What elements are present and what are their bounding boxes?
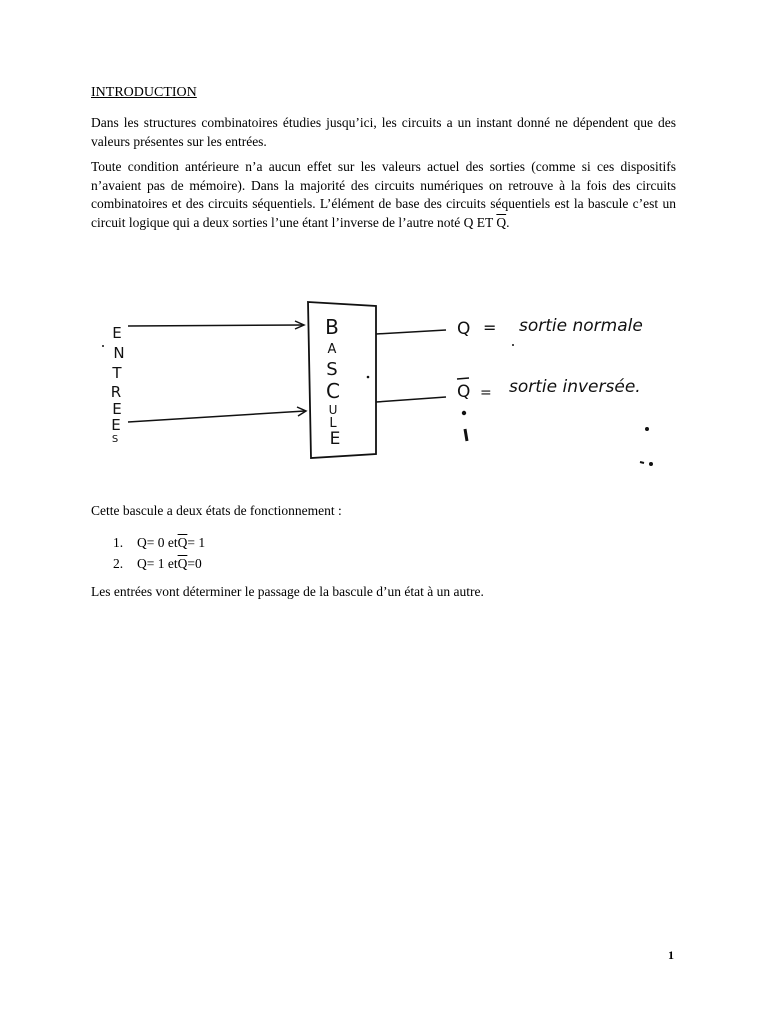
state-pre: Q= 1 et (137, 556, 178, 571)
input-letter: E (112, 400, 122, 418)
input-label (111, 324, 125, 445)
block-letter: E (329, 429, 341, 449)
output-q-label (457, 316, 643, 339)
stray-dot (512, 344, 514, 346)
qbar-equals: = (480, 385, 492, 401)
output-lines (376, 330, 446, 402)
paragraph-end: . (506, 214, 510, 230)
qbar-overline (457, 378, 469, 379)
output-line-q (376, 330, 446, 334)
input-letter: N (113, 344, 125, 362)
block-letter: B (325, 315, 339, 339)
input-lines (102, 321, 306, 422)
output-line-qbar (376, 397, 446, 402)
output-qbar-label (457, 377, 641, 402)
q-bar-symbol: $\overline{Q}$ (496, 214, 507, 230)
state-post: =0 (187, 556, 202, 571)
stray-marks (463, 412, 652, 465)
bascule-block (308, 302, 376, 458)
state-post: = 1 (187, 535, 206, 550)
q-bar-symbol: $\overline{Q}$ (177, 556, 188, 571)
paragraph-combinatoires: Dans les structures combinatoires étudies jusqu’ici, les circuits a un instant donné ne dépendent que des valeurs présentes sur les entrées. (91, 115, 676, 149)
qbar-symbol: Q (457, 382, 471, 402)
input-line-top (128, 325, 303, 326)
list-number: 2. (113, 556, 124, 571)
input-letter: E (111, 416, 121, 434)
q-symbol: Q (457, 319, 471, 339)
input-letter: T (112, 364, 122, 382)
q-equals: = (483, 318, 497, 337)
block-letter: U (328, 403, 338, 417)
block-label (325, 315, 340, 449)
state-pre: Q= 0 et (137, 535, 178, 550)
page-number: 1 (668, 948, 674, 962)
q-bar-symbol: $\overline{Q}$ (177, 535, 188, 550)
list-item (113, 532, 205, 553)
state-list (113, 532, 205, 574)
section-heading: INTRODUCTION (91, 85, 197, 100)
input-letter: S (111, 434, 119, 445)
paragraph-text: Toute condition antérieure n’a aucun effet sur les valeurs actuel des sorties (comme si ces dispositifs n’avaient pas de mémoire). Dans la majorité des circuits numériques on retrouve à la fois des circuits combinatoires et des circuits séquentiels. L’élément de base des circuits séquentiels est la bascule c’est un circuit logique qui a deux sorties l’une étant l’inverse de l’autre noté Q ET (91, 159, 676, 230)
input-line-bottom (128, 411, 305, 422)
states-intro: Cette bascule a deux états de fonctionnement : (91, 503, 342, 518)
block-letter: A (327, 342, 337, 357)
bascule-diagram (95, 296, 685, 476)
qbar-description: sortie inversée. (509, 377, 641, 397)
block-dot (367, 376, 370, 379)
input-letter: R (110, 383, 122, 401)
closing-paragraph: Les entrées vont déterminer le passage de la bascule d’un état à un autre. (91, 584, 484, 599)
block-letter: S (326, 359, 338, 380)
block-letter: L (329, 416, 337, 431)
input-letter: E (112, 324, 122, 342)
block-letter: C (326, 379, 340, 403)
paragraph-sequentiels (91, 158, 676, 232)
list-item (113, 553, 205, 574)
list-number: 1. (113, 535, 124, 550)
q-description: sortie normale (519, 316, 643, 336)
